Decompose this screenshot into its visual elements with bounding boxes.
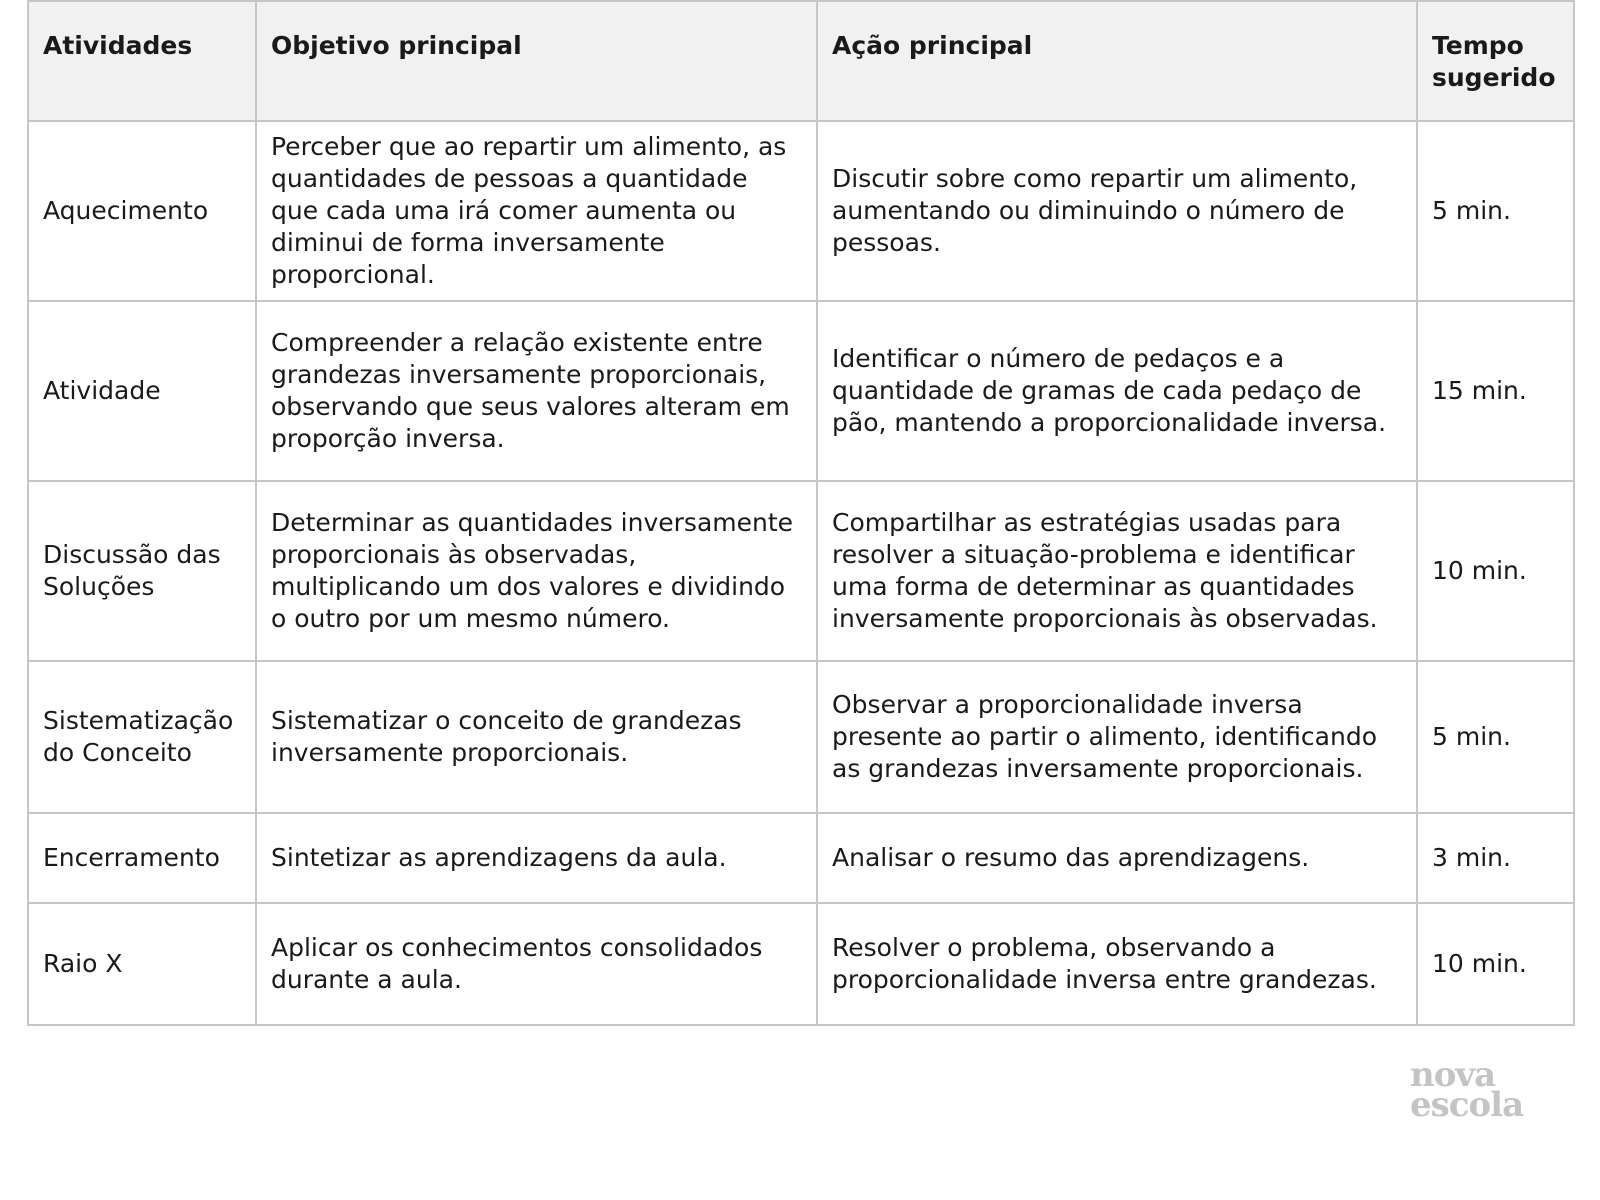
cell-activity: Sistematização do Conceito [28,661,256,813]
cell-objective: Compreender a relação existente entre grandezas inversamente proporcionais, observando que seus valores alteram em proporção inversa. [256,301,817,481]
cell-time: 10 min. [1417,481,1574,661]
cell-action: Compartilhar as estratégias usadas para resolver a situação-problema e identificar uma forma de determinar as quantidades inversamente proporcionais às observadas. [817,481,1417,661]
header-activities: Atividades [28,1,256,121]
header-objective: Objetivo principal [256,1,817,121]
logo-line-1: nova [1410,1055,1496,1095]
cell-action: Analisar o resumo das aprendizagens. [817,813,1417,903]
table-row [28,903,1574,1025]
table-row [28,661,1574,813]
table-row [28,121,1574,301]
cell-activity: Aquecimento [28,121,256,301]
table-header-row [28,1,1574,121]
cell-action: Resolver o problema, observando a proporcionalidade inversa entre grandezas. [817,903,1417,1025]
cell-objective: Aplicar os conhecimentos consolidados durante a aula. [256,903,817,1025]
header-action: Ação principal [817,1,1417,121]
cell-activity: Atividade [28,301,256,481]
cell-activity: Discussão das Soluções [28,481,256,661]
table-row [28,481,1574,661]
cell-action: Discutir sobre como repartir um alimento, aumentando ou diminuindo o número de pessoas. [817,121,1417,301]
table-row [28,301,1574,481]
cell-objective: Determinar as quantidades inversamente proporcionais às observadas, multiplicando um dos valores e dividindo o outro por um mesmo número. [256,481,817,661]
cell-objective: Sintetizar as aprendizagens da aula. [256,813,817,903]
logo-line-2: escola [1410,1085,1524,1125]
nova-escola-logo [1410,1055,1524,1125]
table-row [28,813,1574,903]
cell-time: 5 min. [1417,121,1574,301]
cell-objective: Sistematizar o conceito de grandezas inversamente proporcionais. [256,661,817,813]
cell-time: 3 min. [1417,813,1574,903]
header-time: Tempo sugerido [1417,1,1574,121]
cell-action: Observar a proporcionalidade inversa presente ao partir o alimento, identificando as grandezas inversamente proporcionais. [817,661,1417,813]
lesson-plan-table [27,0,1575,1026]
cell-time: 15 min. [1417,301,1574,481]
cell-objective: Perceber que ao repartir um alimento, as quantidades de pessoas a quantidade que cada uma irá comer aumenta ou diminui de forma inversamente proporcional. [256,121,817,301]
cell-activity: Raio X [28,903,256,1025]
cell-activity: Encerramento [28,813,256,903]
cell-time: 5 min. [1417,661,1574,813]
cell-time: 10 min. [1417,903,1574,1025]
cell-action: Identificar o número de pedaços e a quantidade de gramas de cada pedaço de pão, mantendo a proporcionalidade inversa. [817,301,1417,481]
